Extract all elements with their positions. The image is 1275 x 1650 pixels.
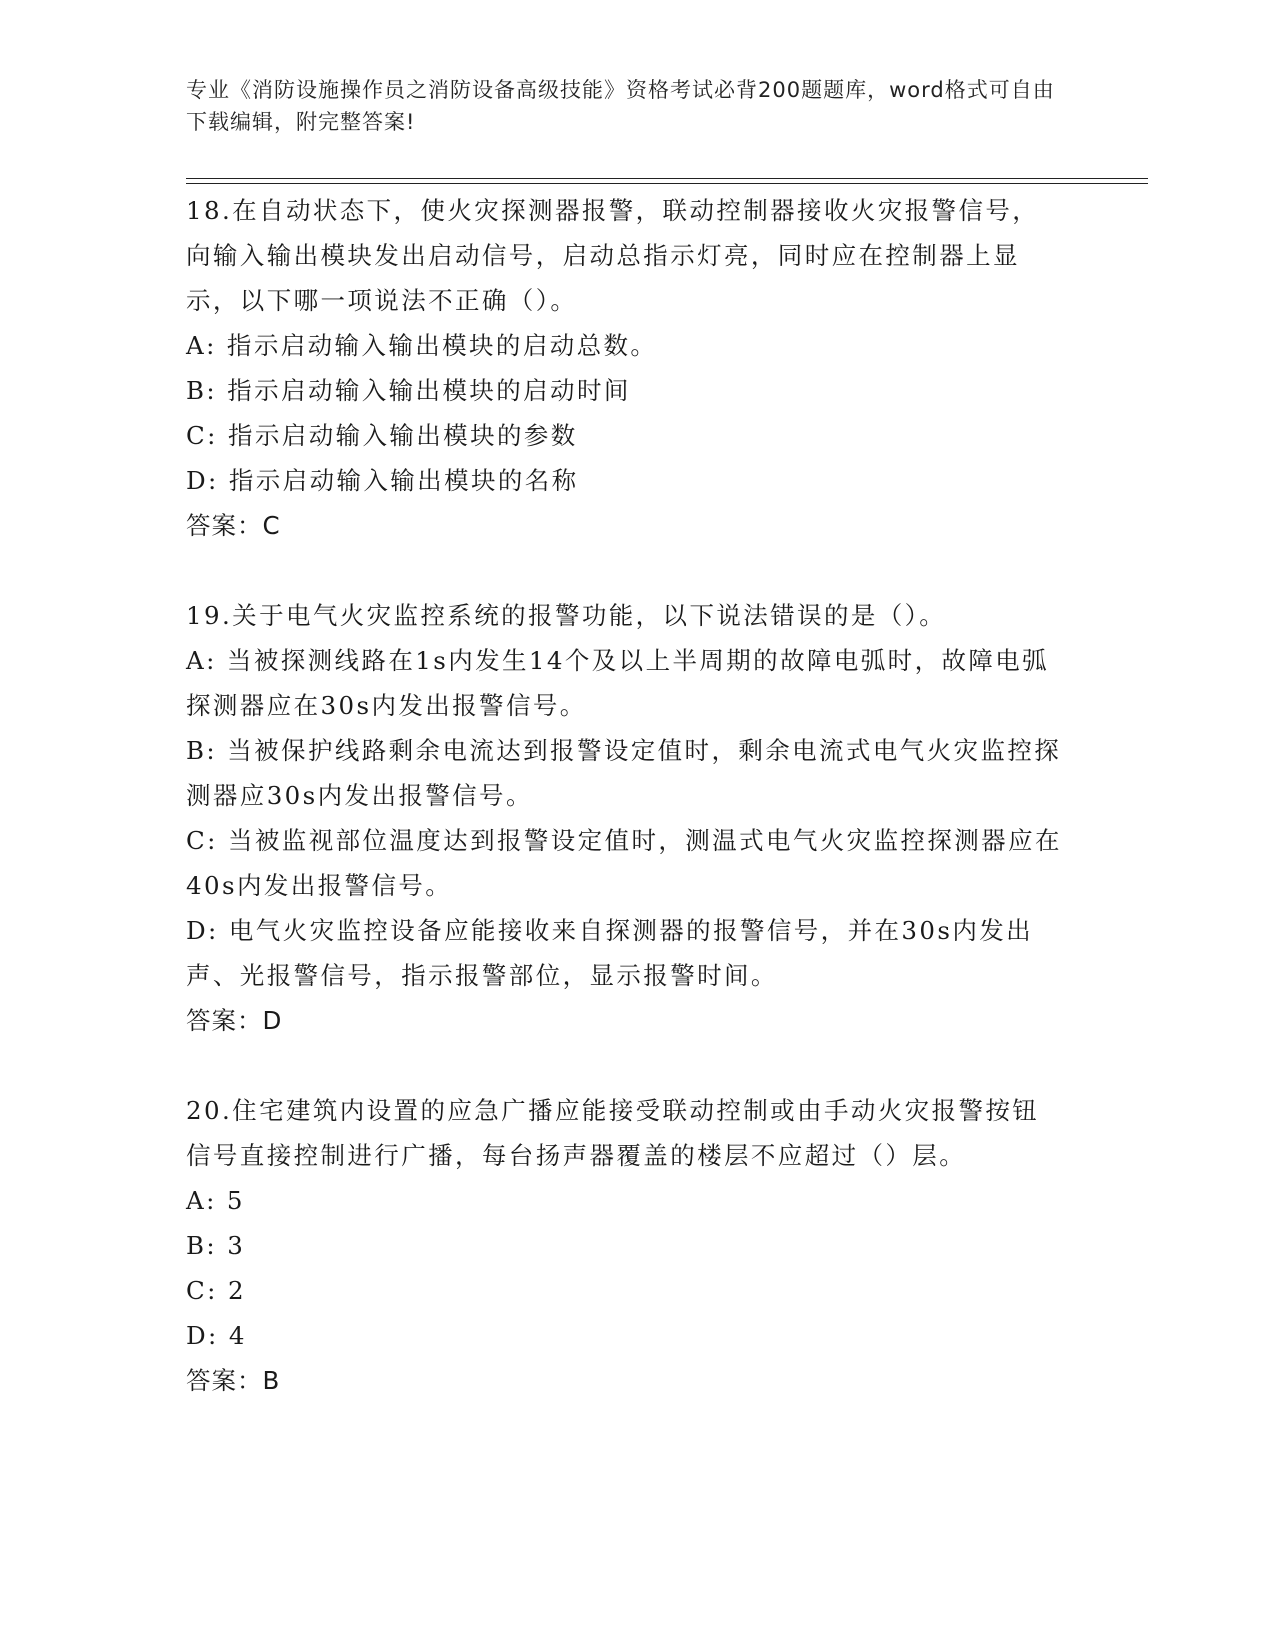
header-divider-bottom [186,183,1148,184]
question-18 [186,188,1066,548]
option-a: A: 5 [186,1186,245,1215]
option-a: A: 当被探测线路在1s内发生14个及以上半周期的故障电弧时，故障电弧探测器应在30s内发出报警信号。 [186,646,1050,720]
option-c: C: 2 [186,1276,246,1305]
option-b: B: 指示启动输入输出模块的启动时间 [186,376,631,405]
question-20 [186,1088,1066,1403]
document-header: 专业《消防设施操作员之消防设备高级技能》资格考试必背200题题库，word格式可自由下载编辑，附完整答案! [186,78,1055,134]
option-a: A: 指示启动输入输出模块的启动总数。 [186,331,658,360]
option-b: B: 当被保护线路剩余电流达到报警设定值时，剩余电流式电气火灾监控探测器应30s内发出报警信号。 [186,736,1062,810]
option-c: C: 指示启动输入输出模块的参数 [186,421,578,450]
option-d: D: 4 [186,1321,247,1350]
option-d: D: 指示启动输入输出模块的名称 [186,466,579,495]
question-spacer [186,548,1066,593]
answer-label: 答案：D [186,1006,283,1035]
question-spacer [186,1043,1066,1088]
question-list [186,188,1066,1403]
header-divider-top [186,178,1148,179]
question-text: 19.关于电气火灾监控系统的报警功能，以下说法错误的是（）。 [186,601,947,630]
option-c: C: 当被监视部位温度达到报警设定值时，测温式电气火灾监控探测器应在40s内发出报警信号。 [186,826,1062,900]
answer-label: 答案：B [186,1366,281,1395]
option-d: D: 电气火灾监控设备应能接收来自探测器的报警信号，并在30s内发出声、光报警信号，指示报警部位，显示报警时间。 [186,916,1034,990]
question-text: 18.在自动状态下，使火灾探测器报警，联动控制器接收火灾报警信号，向输入输出模块发出启动信号，启动总指示灯亮，同时应在控制器上显示，以下哪一项说法不正确（）。 [186,196,1040,315]
question-19 [186,593,1066,1043]
option-b: B: 3 [186,1231,246,1260]
answer-label: 答案：C [186,511,281,540]
question-text: 20.住宅建筑内设置的应急广播应能接受联动控制或由手动火灾报警按钮信号直接控制进行广播，每台扬声器覆盖的楼层不应超过（）层。 [186,1096,1040,1170]
